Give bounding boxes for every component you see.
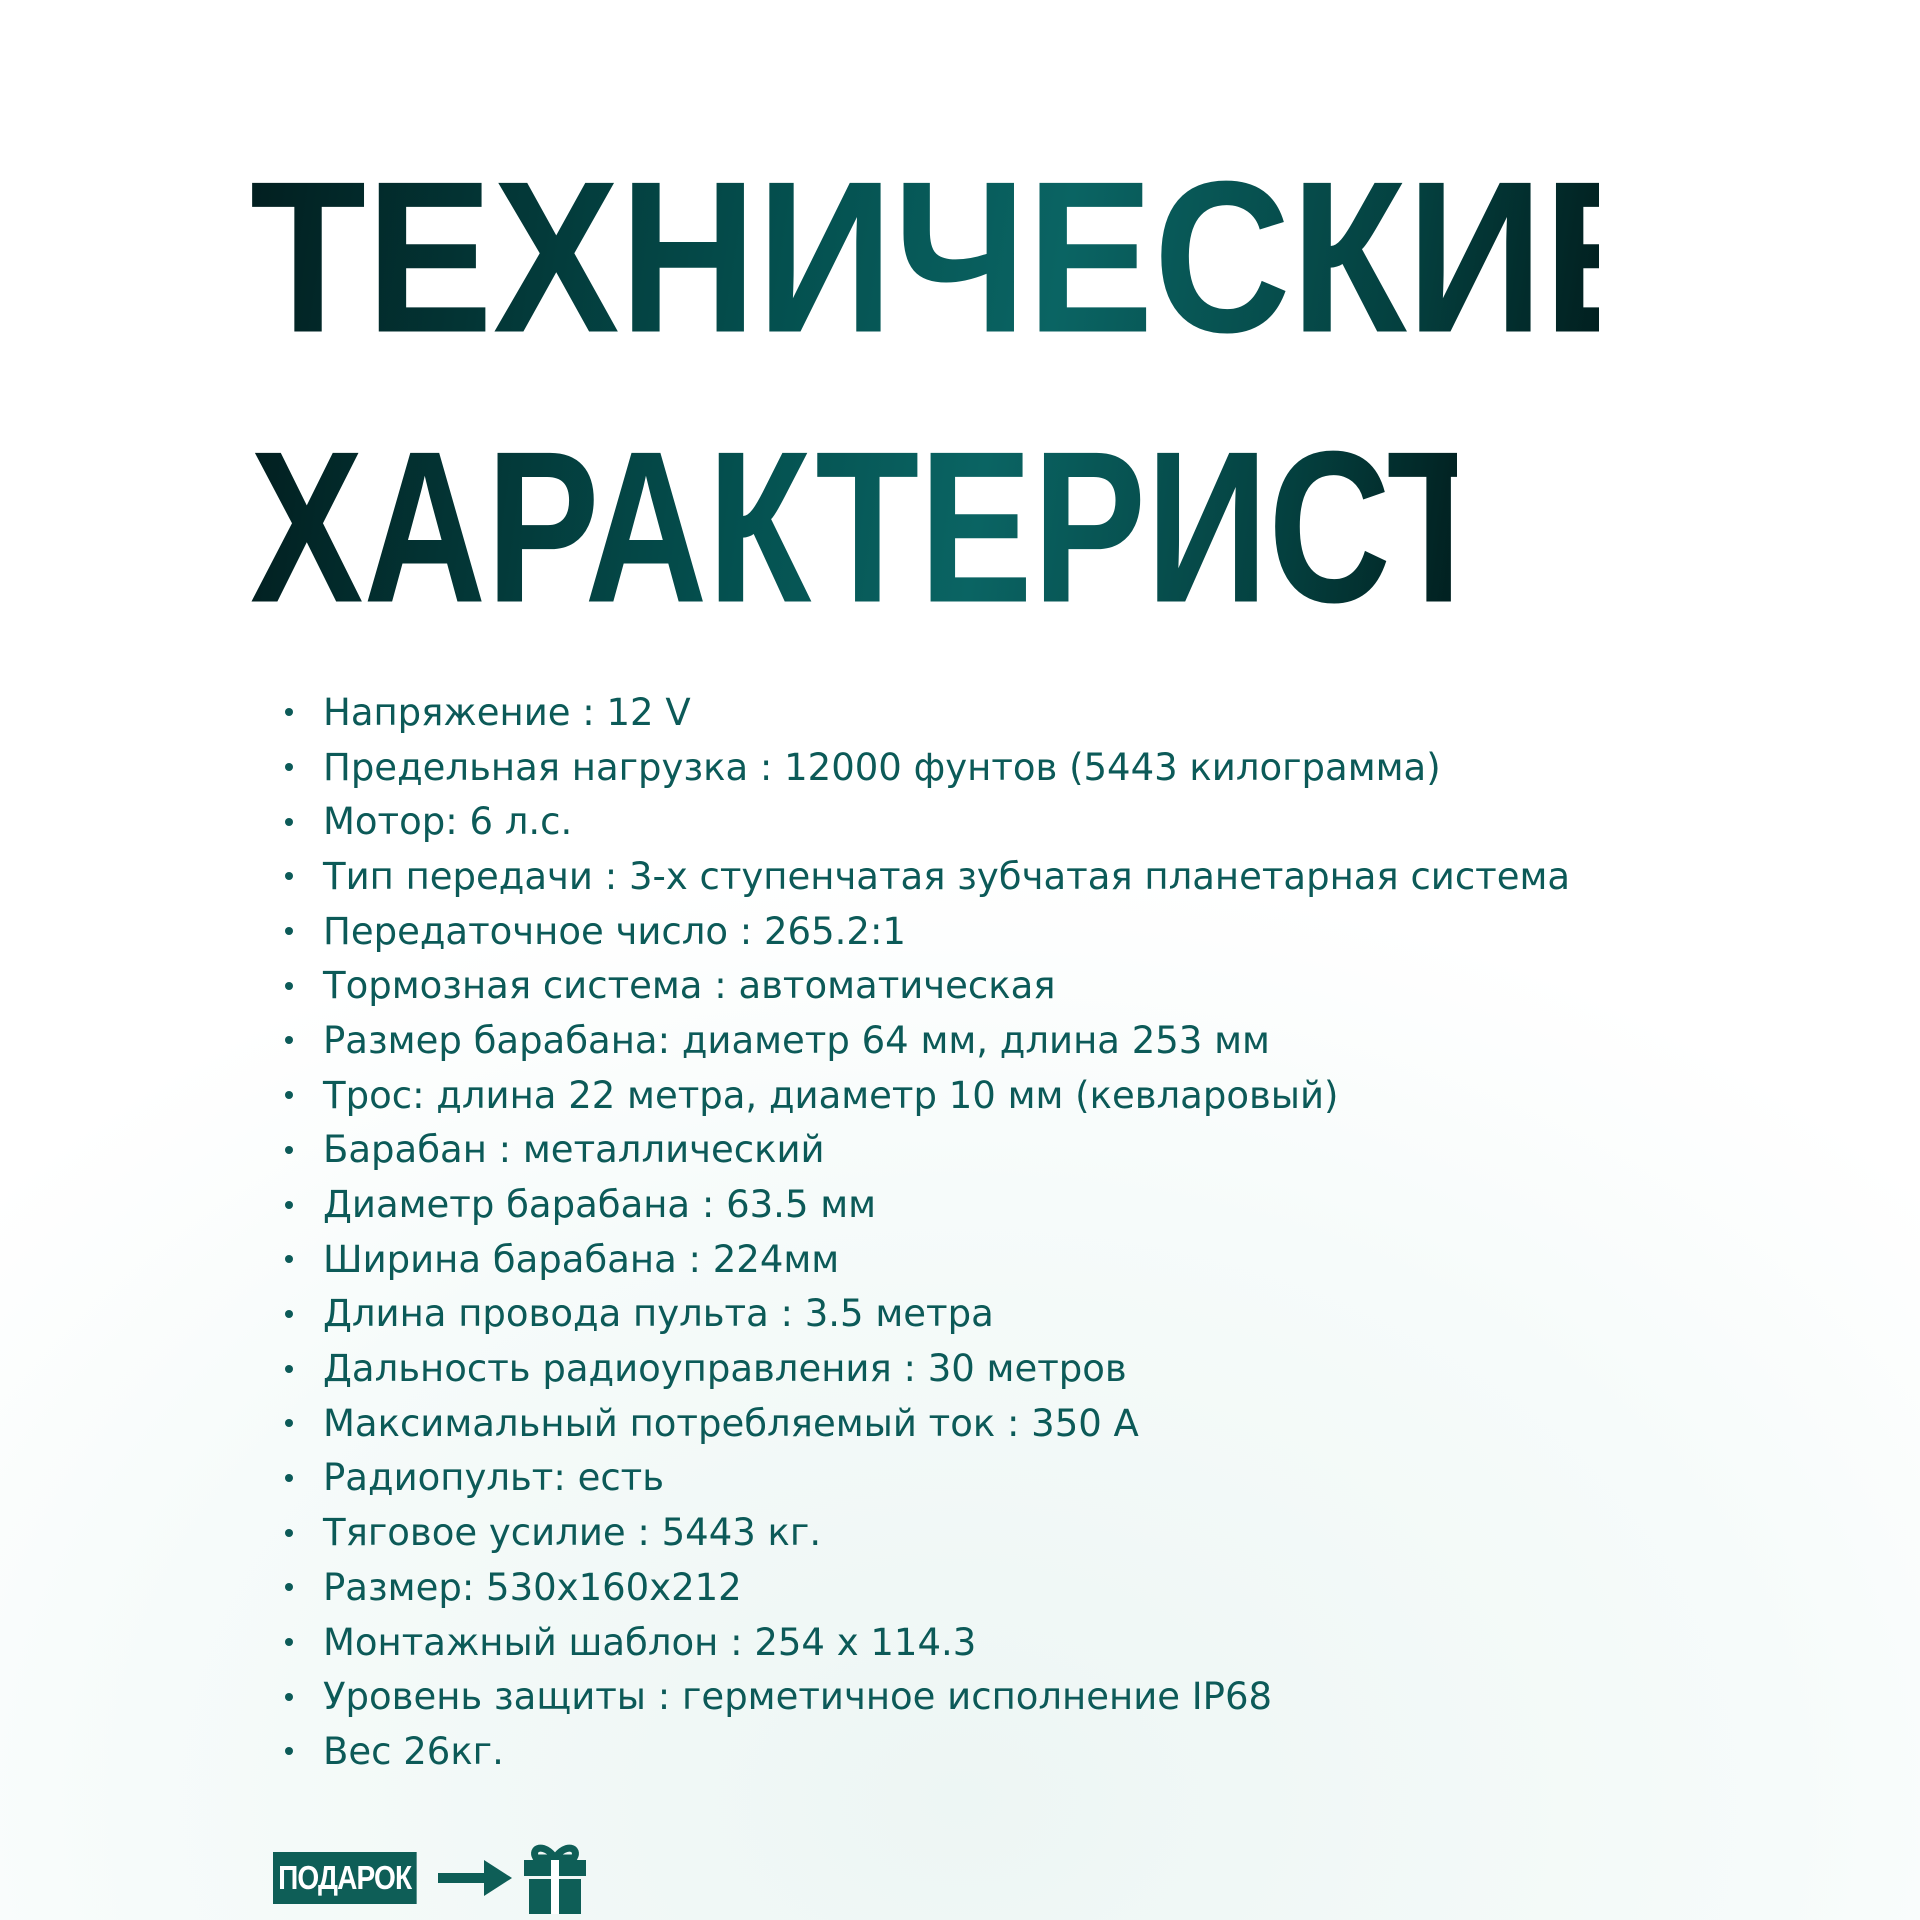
bullet-icon [285, 927, 293, 935]
spec-item [285, 740, 1570, 795]
spec-text: Дальность радиоуправления : 30 метров [323, 1347, 1127, 1391]
title-line-1: ТЕХНИЧЕСКИЕ [250, 137, 1670, 378]
spec-text: Предельная нагрузка : 12000 фунтов (5443 килограмма) [323, 745, 1441, 789]
spec-list [285, 685, 1570, 1779]
spec-text: Вес 26кг. [323, 1729, 504, 1773]
spec-text: Напряжение : 12 V [323, 690, 691, 734]
bullet-icon [285, 1583, 293, 1591]
spec-text: Размер: 530х160х212 [323, 1565, 742, 1609]
spec-item [285, 1287, 1570, 1342]
spec-item [285, 1396, 1570, 1451]
bullet-icon [285, 1419, 293, 1427]
gift-badge: ПОДАРОК [273, 1852, 416, 1904]
spec-text: Уровень защиты : герметичное исполнение IP68 [323, 1675, 1273, 1719]
bullet-icon [285, 1146, 293, 1154]
spec-item [285, 1451, 1570, 1506]
bullet-icon [285, 708, 293, 716]
spec-item [285, 1123, 1570, 1178]
bullet-icon [285, 818, 293, 826]
spec-text: Длина провода пульта : 3.5 метра [323, 1292, 994, 1336]
spec-item [285, 1615, 1570, 1670]
spec-text: Мотор: 6 л.с. [323, 800, 573, 844]
bullet-icon [285, 1255, 293, 1263]
bullet-icon [285, 1310, 293, 1318]
title-line-2: ХАРАКТЕРИСТИКИ [250, 407, 1839, 648]
bullet-icon [285, 1201, 293, 1209]
spec-item [285, 1232, 1570, 1287]
spec-item [285, 904, 1570, 959]
spec-text: Трос: длина 22 метра, диаметр 10 мм (кевларовый) [323, 1073, 1339, 1117]
spec-text: Тормозная система : автоматическая [323, 964, 1056, 1008]
spec-text: Максимальный потребляемый ток : 350 А [323, 1401, 1139, 1445]
bullet-icon [285, 982, 293, 990]
bullet-icon [285, 1693, 293, 1701]
spec-text: Радиопульт: есть [323, 1456, 665, 1500]
bullet-icon [285, 1036, 293, 1044]
spec-item [285, 1341, 1570, 1396]
spec-item [285, 1505, 1570, 1560]
spec-text: Барабан : металлический [323, 1128, 825, 1172]
spec-text: Размер барабана: диаметр 64 мм, длина 253 мм [323, 1018, 1270, 1062]
bullet-icon [285, 1747, 293, 1755]
spec-item [285, 794, 1570, 849]
gift-row [273, 1840, 588, 1916]
spec-item [285, 1560, 1570, 1615]
spec-text: Диаметр барабана : 63.5 мм [323, 1183, 877, 1227]
bullet-icon [285, 1365, 293, 1373]
spec-item [285, 1068, 1570, 1123]
bullet-icon [285, 763, 293, 771]
spec-text: Ширина барабана : 224мм [323, 1237, 840, 1281]
bullet-icon [285, 1638, 293, 1646]
bullet-icon [285, 1529, 293, 1537]
spec-item [285, 1013, 1570, 1068]
bullet-icon [285, 1474, 293, 1482]
spec-item [285, 685, 1570, 740]
spec-item [285, 1177, 1570, 1232]
arrow-right-icon [438, 1858, 512, 1898]
bullet-icon [285, 1091, 293, 1099]
spec-text: Монтажный шаблон : 254 х 114.3 [323, 1620, 977, 1664]
spec-item [285, 849, 1570, 904]
spec-item [285, 958, 1570, 1013]
spec-text: Тип передачи : 3-х ступенчатая зубчатая планетарная система [323, 854, 1571, 898]
spec-item [285, 1724, 1570, 1779]
gift-box-icon [522, 1840, 588, 1916]
page-title [250, 137, 1839, 648]
spec-text: Тяговое усилие : 5443 кг. [323, 1511, 822, 1555]
bullet-icon [285, 872, 293, 880]
spec-text: Передаточное число : 265.2:1 [323, 909, 906, 953]
spec-item [285, 1669, 1570, 1724]
